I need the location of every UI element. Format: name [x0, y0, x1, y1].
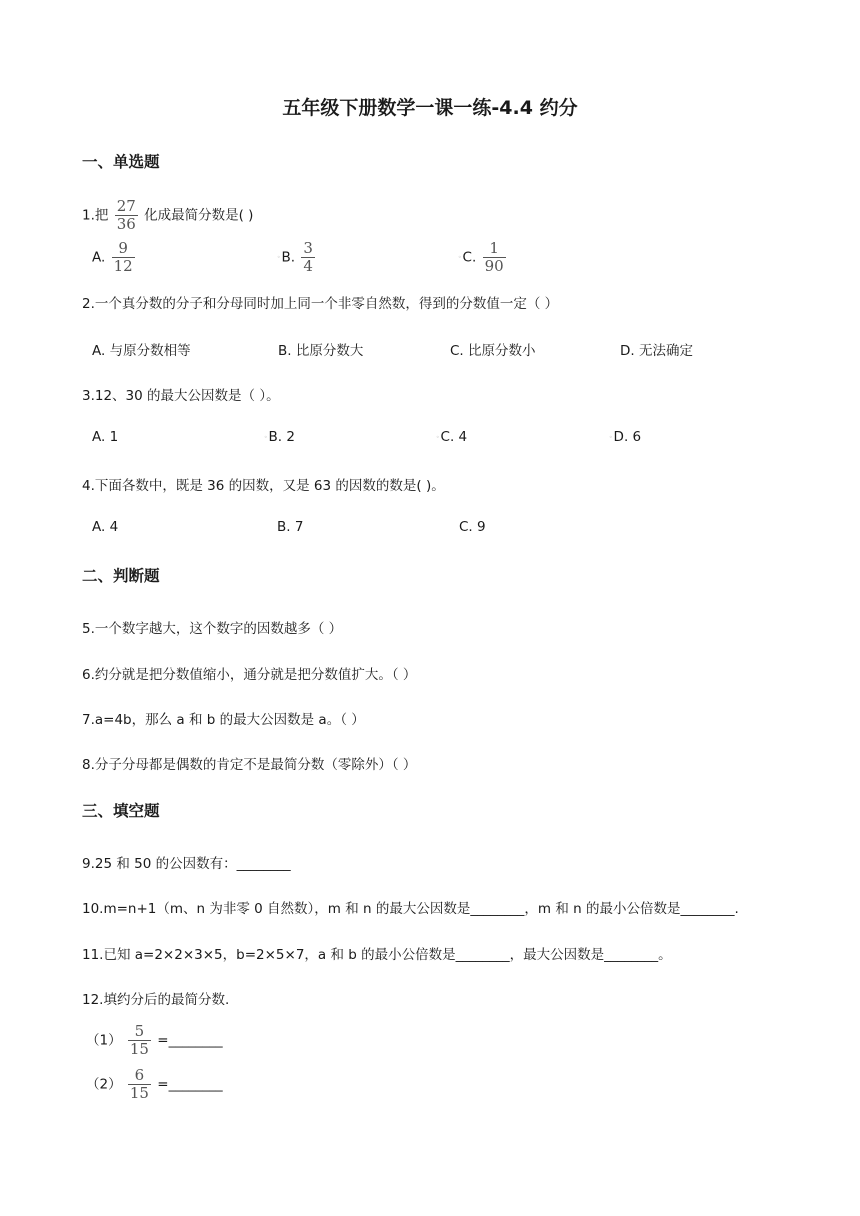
- question-10: 10.m=n+1（m、n 为非零 0 自然数），m 和 n 的最大公因数是________，m 和 n 的最小公倍数是________.: [82, 901, 739, 917]
- option-c[interactable]: C. 比原分数小: [450, 343, 536, 359]
- question-5: 5.一个数字越大，这个数字的因数越多（ ）: [82, 621, 343, 637]
- question-12: 12.填约分后的最简分数.: [82, 992, 230, 1008]
- fraction-numerator: 6: [134, 1066, 145, 1084]
- question-8: 8.分子分母都是偶数的肯定不是最简分数（零除外）（ ）: [82, 757, 417, 773]
- question-11: 11.已知 a=2×2×3×5，b=2×5×7，a 和 b 的最小公倍数是________，最大公因数是________。: [82, 947, 672, 963]
- bullet-dot-icon: ◦: [277, 254, 281, 261]
- question-3: 3.12、30 的最大公因数是（ ）。: [82, 388, 280, 404]
- question-12-item-2: [86, 1068, 223, 1101]
- item-label: （2）: [86, 1076, 122, 1093]
- fraction-denominator: 4: [303, 257, 313, 275]
- option-a[interactable]: A. 1: [92, 429, 119, 445]
- option-label: C.: [462, 249, 477, 266]
- bullet-dot-icon: ◦: [436, 433, 440, 441]
- option-label: C. 4: [440, 429, 468, 445]
- section-heading-true-false: 二、判断题: [82, 567, 160, 585]
- option-fraction: [112, 241, 135, 274]
- question-12-item-1: [86, 1024, 223, 1057]
- fraction-numerator: 27: [116, 197, 136, 215]
- fraction-6-15: [128, 1068, 151, 1101]
- option-d[interactable]: D. 无法确定: [620, 343, 693, 359]
- option-b[interactable]: B. 7: [277, 519, 304, 535]
- option-a[interactable]: A. 与原分数相等: [92, 343, 191, 359]
- option-c[interactable]: [458, 241, 508, 274]
- section-heading-fill-in: 三、填空题: [82, 802, 160, 820]
- fraction-5-15: [128, 1024, 151, 1057]
- option-label: B. 2: [268, 429, 295, 445]
- question-6: 6.约分就是把分数值缩小，通分就是把分数值扩大。（ ）: [82, 667, 417, 683]
- fraction-numerator: 3: [303, 239, 313, 257]
- question-9: 9.25 和 50 的公因数有：________: [82, 856, 291, 872]
- question-1: [82, 199, 253, 232]
- question-4: 4.下面各数中，既是 36 的因数，又是 63 的因数的数是( )。: [82, 478, 445, 494]
- question-1-prefix: 1.把: [82, 207, 109, 224]
- question-2: 2.一个真分数的分子和分母同时加上同一个非零自然数，得到的分数值一定（ ）: [82, 296, 559, 312]
- option-a[interactable]: A. 4: [92, 519, 119, 535]
- fraction-denominator: 12: [113, 257, 133, 275]
- option-a[interactable]: [92, 241, 137, 274]
- option-c[interactable]: [436, 429, 467, 445]
- option-b[interactable]: B. 比原分数大: [278, 343, 364, 359]
- option-fraction: [301, 241, 315, 274]
- fraction-27-36: [115, 199, 138, 232]
- fraction-numerator: 9: [118, 239, 128, 257]
- answer-blank[interactable]: =________: [157, 1032, 223, 1049]
- question-1-suffix: 化成最简分数是( ): [144, 207, 254, 224]
- fraction-numerator: 5: [134, 1022, 145, 1040]
- answer-blank[interactable]: =________: [157, 1076, 223, 1093]
- page-title: 五年级下册数学一课一练-4.4 约分: [282, 97, 578, 119]
- question-7: 7.a=4b，那么 a 和 b 的最大公因数是 a。（ ）: [82, 712, 365, 728]
- fraction-numerator: 1: [489, 239, 499, 257]
- fraction-denominator: 36: [116, 215, 136, 233]
- fraction-denominator: 15: [129, 1040, 149, 1058]
- fraction-denominator: 15: [129, 1084, 149, 1102]
- option-fraction: [483, 241, 506, 274]
- bullet-dot-icon: ◦: [609, 433, 613, 441]
- option-label: D. 6: [613, 429, 642, 445]
- bullet-dot-icon: ◦: [458, 254, 462, 261]
- option-label: A.: [92, 249, 106, 266]
- item-label: （1）: [86, 1032, 122, 1049]
- option-c[interactable]: C. 9: [459, 519, 486, 535]
- option-d[interactable]: [609, 429, 641, 445]
- option-b[interactable]: [277, 241, 317, 274]
- fraction-denominator: 90: [484, 257, 504, 275]
- option-b[interactable]: [264, 429, 295, 445]
- option-label: B.: [281, 249, 296, 266]
- bullet-dot-icon: ◦: [264, 433, 268, 441]
- section-heading-single-choice: 一、单选题: [82, 153, 160, 171]
